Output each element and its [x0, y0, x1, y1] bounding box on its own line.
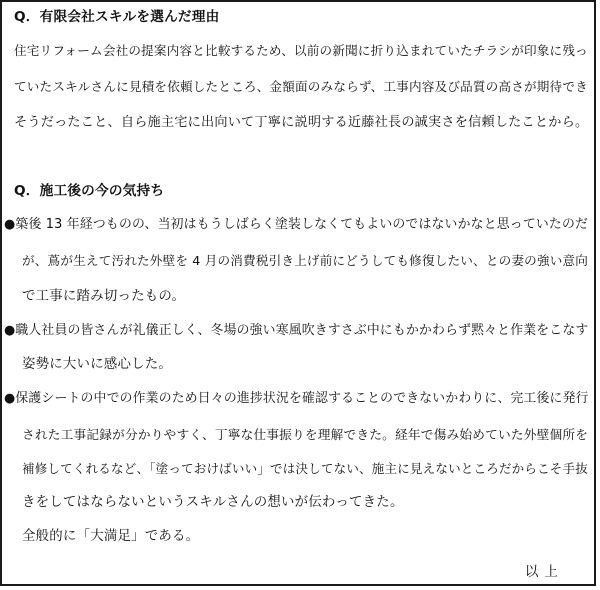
bullet-3-line-2: された工事記録が分かりやすく、丁寧な仕事振りを理解できた。経年で傷み始めていた外壁個所を [22, 427, 589, 442]
answer-line-3: そうだったこと、自ら施主宅に出向いて丁寧に説明する近藤社長の誠実さを信頼したことから。 [14, 115, 589, 130]
bullet-1-line-1: ●築後 13 年経つものの、当初はもうしばらく塗装しなくてもよいのではないかなと思っていたのだ [4, 217, 589, 232]
bullet-1-line-2: が、蔦が生えて汚れた外壁を 4 月の消費税引き上げ前にどうしても修復したい、との妻の強い意向 [22, 253, 589, 268]
bullet-3-line-3: 補修してくれるなど、「塗っておけばいい」では決してない、施主に見えないところだからこそ手抜 [22, 461, 588, 476]
bullet-2-line-2: 姿勢に大いに感心した。 [22, 357, 173, 372]
summary-line: 全般的に「大満足」である。 [22, 529, 200, 544]
answer-line-2: ていたスキルさんに見積を依頼したところ、金額面のみならず、工事内容及び品質の高さが期待でき [14, 79, 588, 94]
bullet-3-line-4: きをしてはならないというスキルさんの想いが伝わってきた。 [22, 495, 404, 510]
bullet-2-line-1: ●職人社員の皆さんが礼儀正しく、冬場の強い寒風吹きすさぶ中にもかかわらず黙々と作業をこなす [4, 323, 589, 338]
bullet-1-line-3: で工事に踏み切ったもの。 [22, 289, 186, 304]
question-heading-1: Q．有限会社スキルを選んだ理由 [14, 9, 220, 25]
closing-mark: 以上 [524, 564, 564, 580]
question-heading-2: Q．施工後の今の気持ち [14, 183, 165, 199]
bullet-3-line-1: ●保護シートの中での作業のため日々の進捗状況を確認することのできないかわりに、完工後に発行 [4, 391, 589, 406]
answer-line-1: 住宅リフォーム会社の提案内容と比較するため、以前の新聞に折り込まれていたチラシが印象に残っ [14, 43, 588, 58]
